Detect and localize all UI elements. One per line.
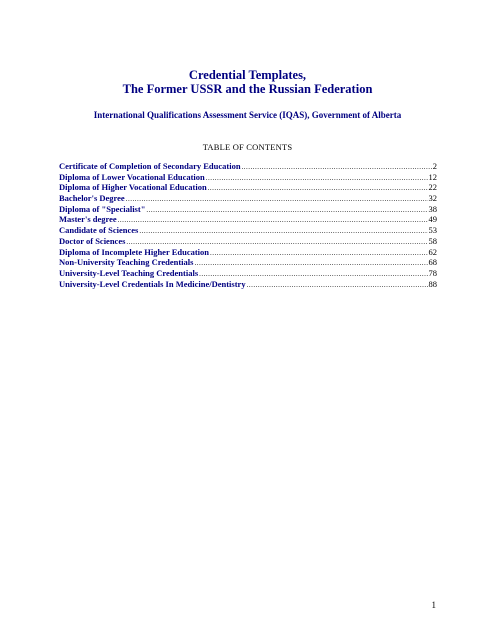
toc-entry[interactable]: [59, 193, 437, 204]
toc-entry-label[interactable]: Diploma of Lower Vocational Education: [59, 171, 205, 182]
toc-leader-dots: [194, 258, 427, 269]
toc-entry-page[interactable]: 49: [428, 214, 437, 225]
toc-entry[interactable]: [59, 236, 437, 247]
page-number: 1: [431, 600, 436, 610]
toc-leader-dots: [247, 280, 428, 291]
toc-entry[interactable]: [59, 225, 437, 236]
toc-entry-page[interactable]: 12: [428, 171, 437, 182]
toc-entry-label[interactable]: Doctor of Sciences: [59, 235, 126, 246]
toc-entry[interactable]: [59, 247, 437, 258]
toc-entry-label[interactable]: Certificate of Completion of Secondary Education: [59, 161, 241, 171]
toc-entry-page[interactable]: 2: [432, 161, 437, 171]
toc-entry-page[interactable]: 88: [428, 278, 437, 289]
toc-entry-page[interactable]: 62: [428, 246, 437, 257]
toc-leader-dots: [242, 162, 432, 173]
toc-leader-dots: [206, 173, 428, 184]
toc-entry[interactable]: [59, 182, 437, 193]
toc-entry[interactable]: [59, 257, 437, 268]
toc-entry[interactable]: [59, 214, 437, 225]
toc-entry-label[interactable]: Diploma of Incomplete Higher Education: [59, 246, 210, 257]
toc-entry-page[interactable]: 38: [428, 203, 437, 214]
toc-entry-label[interactable]: University-Level Credentials In Medicine/Dentistry: [59, 278, 246, 289]
toc-entry[interactable]: [59, 279, 437, 290]
toc-entry-page[interactable]: 58: [428, 235, 437, 246]
toc-entry-label[interactable]: University-Level Teaching Credentials: [59, 267, 199, 278]
toc-entry-label[interactable]: Non-University Teaching Credentials: [59, 257, 194, 268]
toc-entry[interactable]: [59, 172, 437, 183]
toc-leader-dots: [210, 248, 427, 259]
toc-leader-dots: [126, 194, 428, 205]
toc-entry-page[interactable]: 32: [428, 193, 437, 204]
toc-entry-label[interactable]: Diploma of Higher Vocational Education: [59, 182, 207, 193]
toc-leader-dots: [146, 205, 427, 216]
toc-heading: TABLE OF CONTENTS: [202, 142, 293, 152]
document-subtitle: International Qualifications Assessment Service (IQAS), Government of Alberta: [93, 110, 402, 120]
toc-entry-label[interactable]: Master's degree: [59, 214, 117, 225]
toc-entry-page[interactable]: 53: [428, 225, 437, 236]
toc-entry-page[interactable]: 22: [428, 182, 437, 193]
toc-entry-label[interactable]: Candidate of Sciences: [59, 225, 139, 236]
toc-entry-page[interactable]: 68: [428, 257, 437, 268]
table-of-contents: [59, 161, 437, 289]
toc-leader-dots: [208, 183, 428, 194]
toc-leader-dots: [139, 226, 427, 237]
toc-entry[interactable]: [59, 268, 437, 279]
title-line-1: Credential Templates,: [188, 68, 307, 82]
document-title: [0, 68, 495, 96]
title-line-2: The Former USSR and the Russian Federation: [122, 82, 373, 96]
toc-entry-page[interactable]: 78: [428, 267, 437, 278]
toc-entry[interactable]: [59, 204, 437, 215]
toc-entry[interactable]: [59, 161, 437, 172]
toc-entry-label[interactable]: Bachelor's Degree: [59, 193, 125, 204]
toc-leader-dots: [118, 215, 428, 226]
toc-entry-label[interactable]: Diploma of "Specialist": [59, 203, 146, 214]
